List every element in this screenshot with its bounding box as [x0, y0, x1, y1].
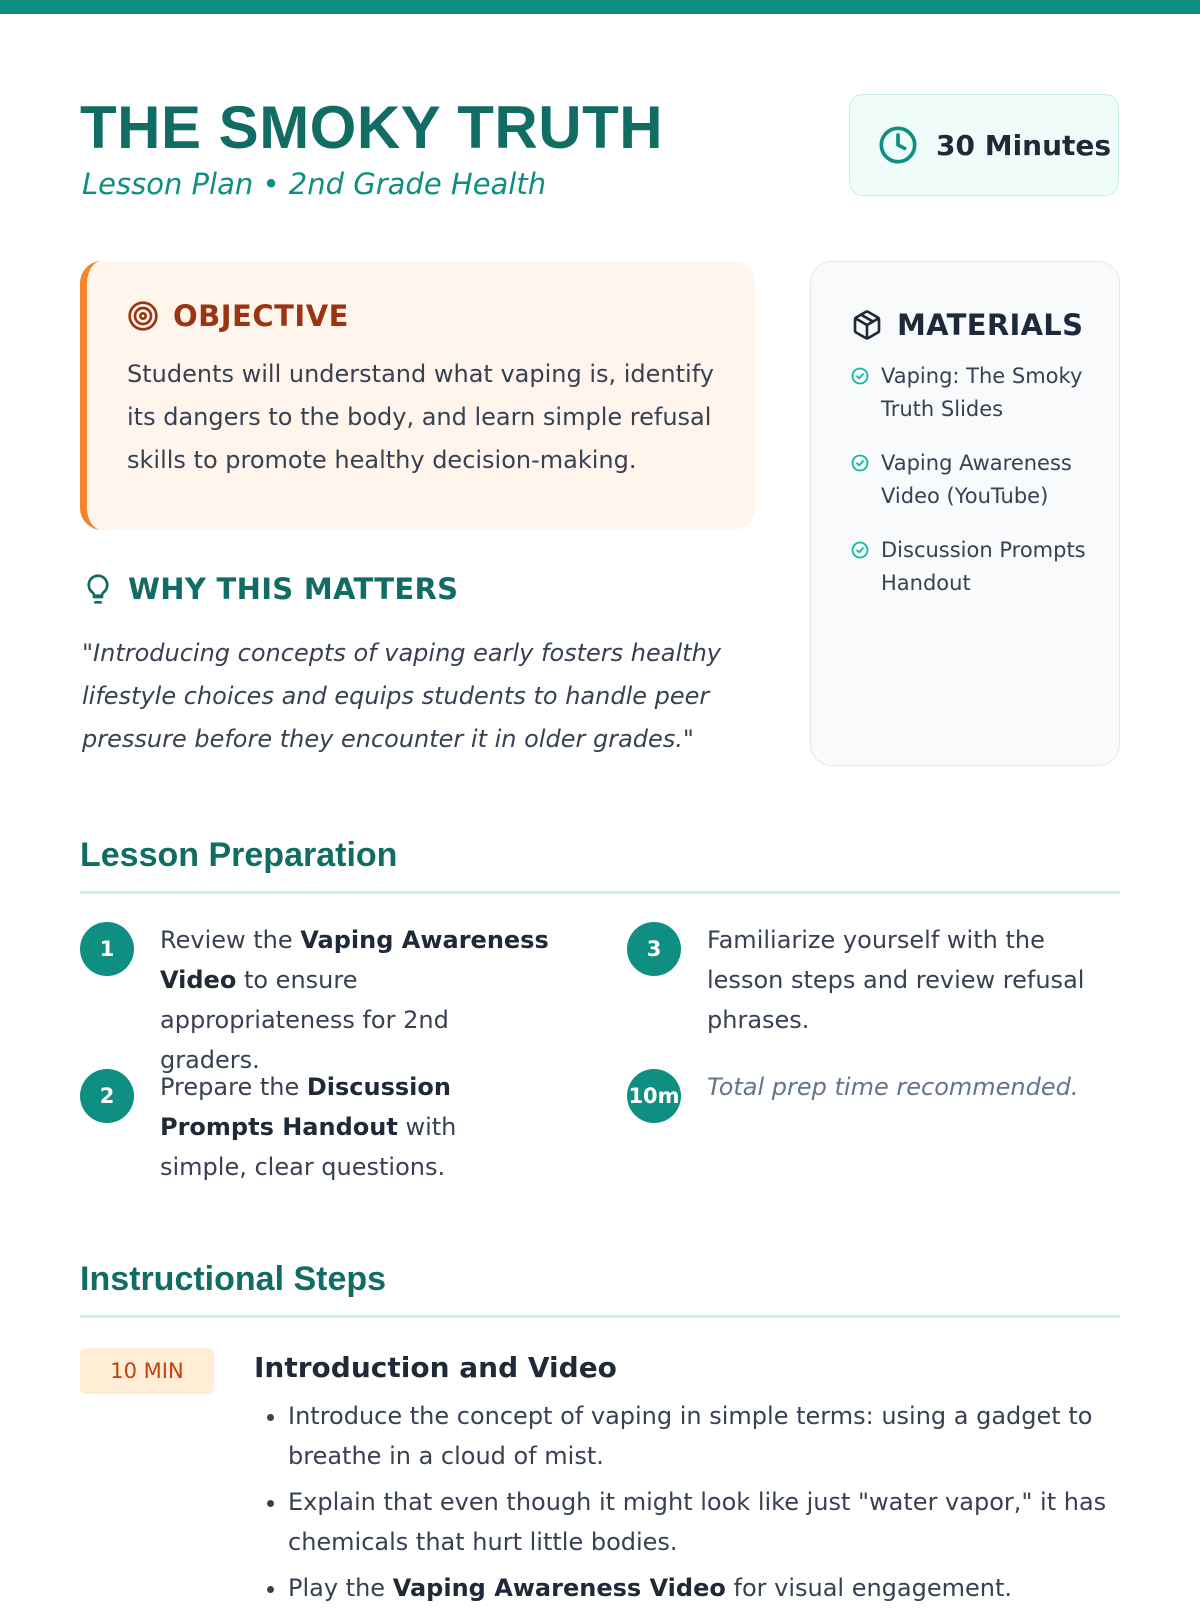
step-text: Familiarize yourself with the lesson steps and review refusal phrases. — [707, 926, 1085, 1034]
list-item: • Introduce the concept of vaping in simple terms: using a gadget to breathe in a cloud of mist. — [288, 1396, 1124, 1476]
duration-card — [849, 94, 1119, 196]
step-text: Total prep time recommended. — [707, 1073, 1079, 1101]
instruction-step-title: Introduction and Video — [254, 1351, 617, 1384]
package-icon — [851, 309, 883, 341]
prep-step-3 — [627, 920, 1097, 1040]
check-circle-icon — [851, 541, 869, 559]
list-item: • Explain that even though it might look like just "water vapor," it has chemicals that hurt little bodies. — [288, 1482, 1124, 1562]
list-item: • Play the Vaping Awareness Video for visual engagement. — [288, 1568, 1124, 1608]
prep-step-2 — [80, 1067, 550, 1187]
objective-title: OBJECTIVE — [173, 299, 349, 333]
step-badge: 10m — [627, 1069, 681, 1123]
material-label: Vaping Awareness Video (YouTube) — [881, 451, 1072, 508]
why-this-matters — [82, 572, 762, 761]
page-title: THE SMOKY TRUTH — [80, 94, 664, 161]
page-subtitle: Lesson Plan • 2nd Grade Health — [82, 167, 547, 201]
step-text: Review the Vaping Awareness Video to ensure appropriateness for 2nd graders. — [160, 926, 549, 1074]
objective-text: Students will understand what vaping is, identify its dangers to the body, and learn simple refusal skills to promote healthy decision-making. — [127, 360, 714, 474]
top-accent-bar — [0, 0, 1200, 14]
list-item — [851, 360, 1099, 426]
prep-step-1 — [80, 920, 550, 1080]
step-badge: 2 — [80, 1069, 134, 1123]
check-circle-icon — [851, 454, 869, 472]
instruction-bullets — [254, 1396, 1124, 1608]
objective-card — [80, 261, 755, 530]
step-text: Prepare the Discussion Prompts Handout with simple, clear questions. — [160, 1073, 457, 1181]
instructional-steps-heading: Instructional Steps — [80, 1260, 1120, 1318]
why-title: WHY THIS MATTERS — [128, 572, 459, 606]
duration-tag: 10 MIN — [80, 1348, 214, 1394]
list-item — [851, 447, 1099, 513]
materials-title: MATERIALS — [897, 308, 1084, 342]
check-circle-icon — [851, 367, 869, 385]
lesson-preparation-heading: Lesson Preparation — [80, 836, 1120, 894]
duration-label: 30 Minutes — [936, 128, 1112, 162]
material-label: Vaping: The Smoky Truth Slides — [881, 364, 1083, 421]
materials-card — [810, 261, 1120, 766]
materials-list — [851, 360, 1099, 600]
instruction-step — [254, 1348, 1124, 1614]
step-badge: 1 — [80, 922, 134, 976]
prep-time-note — [627, 1067, 1097, 1123]
clock-icon — [878, 125, 918, 165]
step-badge: 3 — [627, 922, 681, 976]
material-label: Discussion Prompts Handout — [881, 538, 1086, 595]
why-quote: "Introducing concepts of vaping early fosters healthy lifestyle choices and equips students to handle peer pressure before they encounter it in older grades." — [82, 639, 721, 753]
list-item — [851, 534, 1099, 600]
target-icon — [127, 300, 159, 332]
lightbulb-icon — [82, 573, 114, 605]
